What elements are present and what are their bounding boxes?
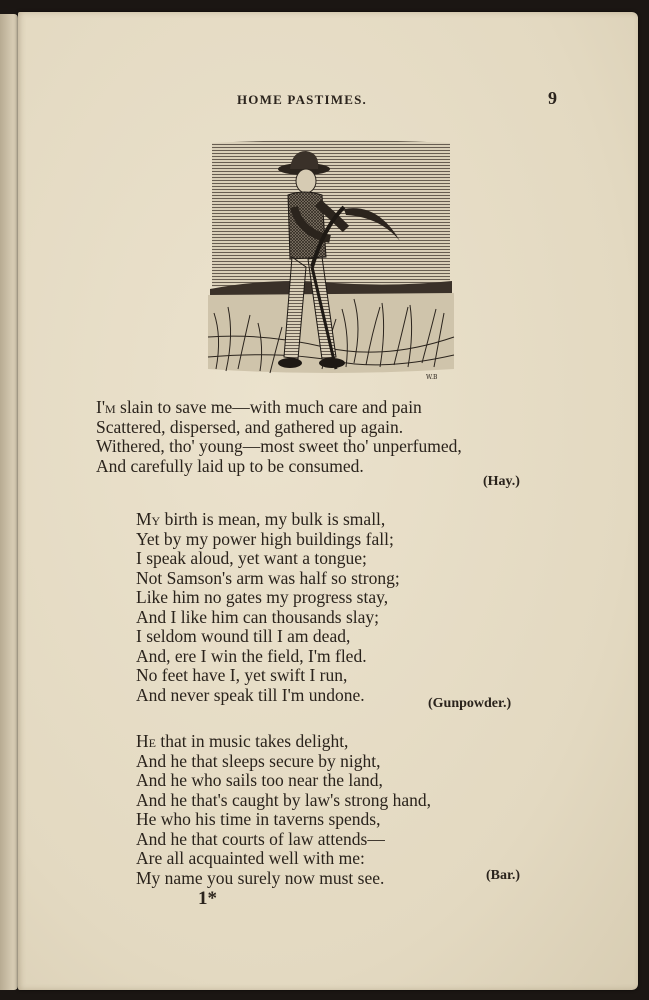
riddle-bar bbox=[136, 732, 431, 888]
riddle-line: Are all acquainted well with me: bbox=[136, 848, 365, 868]
answer-gunpowder: (Gunpowder.) bbox=[428, 696, 512, 711]
riddle-line: Like him no gates my progress stay, bbox=[136, 587, 389, 607]
riddle-line: And carefully laid up to be consumed. bbox=[96, 455, 364, 476]
riddle-line: Withered, tho' young—most sweet tho' unperfumed, bbox=[96, 436, 462, 456]
signature-mark: 1* bbox=[198, 888, 217, 909]
svg-text:W.B: W.B bbox=[426, 374, 438, 381]
riddle-line: I'm slain to save me—with much care and pain bbox=[96, 397, 422, 417]
riddle-line: He that in music takes delight, bbox=[136, 731, 349, 751]
riddle-line: And he that courts of law attends— bbox=[136, 828, 385, 849]
riddle-line: My name you surely now must see. bbox=[136, 867, 385, 888]
riddle-line: Not Samson's arm was half so strong; bbox=[136, 567, 400, 588]
woodcut-illustration bbox=[204, 137, 456, 387]
riddle-line: No feet have I, yet swift I run, bbox=[136, 665, 348, 685]
page-number: 9 bbox=[548, 88, 557, 108]
riddle-line: And he that's caught by law's strong hand, bbox=[136, 789, 432, 810]
running-title: HOME PASTIMES. bbox=[237, 92, 367, 107]
riddle-line: I seldom wound till I am dead, bbox=[136, 626, 351, 646]
answer-hay: (Hay.) bbox=[483, 474, 520, 489]
riddle-gunpowder bbox=[136, 510, 400, 705]
riddle-hay bbox=[96, 398, 462, 476]
riddle-line: I speak aloud, yet want a tongue; bbox=[136, 548, 367, 568]
riddle-line: And he who sails too near the land, bbox=[136, 770, 383, 790]
riddle-line: He who his time in taverns spends, bbox=[136, 809, 381, 829]
riddle-line: And never speak till I'm undone. bbox=[136, 684, 365, 705]
riddle-line: And I like him can thousands slay; bbox=[136, 606, 380, 627]
riddle-line: Yet by my power high buildings fall; bbox=[136, 528, 394, 549]
riddle-line: My birth is mean, my bulk is small, bbox=[136, 509, 386, 529]
facing-page-edge bbox=[0, 14, 18, 990]
book-page bbox=[18, 12, 638, 990]
answer-bar: (Bar.) bbox=[486, 868, 521, 883]
riddle-line: And he that sleeps secure by night, bbox=[136, 750, 381, 771]
riddle-line: Scattered, dispersed, and gathered up again. bbox=[96, 416, 404, 437]
riddle-line: And, ere I win the field, I'm fled. bbox=[136, 645, 367, 666]
